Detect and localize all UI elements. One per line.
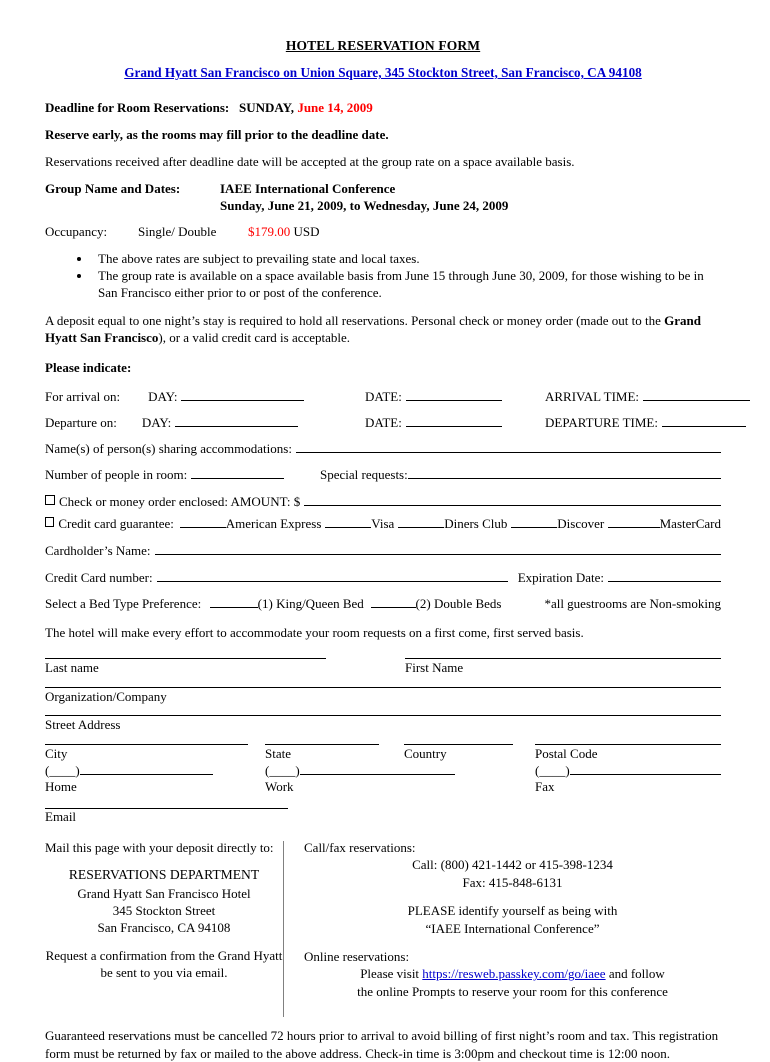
deposit-paragraph	[45, 312, 721, 346]
departure-date-group	[365, 415, 545, 431]
mail-column	[45, 839, 283, 1000]
fax-phone-input[interactable]	[570, 762, 721, 774]
email-label: Email	[45, 809, 77, 825]
deadline-label: Deadline for Room Reservations:	[45, 100, 230, 115]
card-type-mastercard-blank[interactable]	[608, 516, 659, 528]
expiration-group	[518, 570, 721, 586]
bottom-columns	[45, 839, 721, 1000]
card-type-amex-label: American Express	[225, 516, 322, 532]
credit-guarantee-label: Credit card guarantee:	[58, 516, 174, 532]
departure-row	[45, 415, 721, 431]
arrival-label: For arrival on:	[45, 388, 121, 404]
confirmation-note	[45, 947, 283, 982]
work-phone-input[interactable]	[300, 762, 455, 774]
checkbox-check-money-order[interactable]	[45, 495, 55, 505]
callfax-heading: Call/fax reservations:	[304, 839, 416, 855]
card-type-diners-blank[interactable]	[398, 516, 444, 528]
arrival-time-input[interactable]	[643, 389, 750, 401]
credit-guarantee-row	[45, 516, 721, 532]
last-name-label: Last name	[45, 660, 99, 676]
hotel-name: Grand Hyatt San Francisco Hotel	[77, 885, 251, 901]
arrival-day-label: DAY:	[148, 388, 178, 404]
postal-code-label: Postal Code	[535, 745, 598, 761]
fax-line: Fax: 415-848-6131	[462, 874, 563, 890]
deadline-day: SUNDAY,	[239, 100, 295, 115]
home-label: Home	[45, 778, 77, 794]
contact-column	[283, 839, 721, 1000]
online-block	[304, 948, 721, 1000]
bed-option-2-blank[interactable]	[371, 596, 416, 608]
people-group	[45, 467, 320, 483]
online-line-2: the online Prompts to reserve your room for this conference	[357, 983, 668, 999]
call-line: Call: (800) 421-1442 or 415-398-1234	[412, 857, 613, 873]
list-item: • The group rate is available on a space available basis from June 15 through June 30, 2009, for those wishing to be in San Francisco either prior to or post of the conference.	[92, 268, 721, 302]
arrival-day-input[interactable]	[181, 389, 304, 401]
deposit-text-part2: ), or a valid credit card is acceptable.	[158, 330, 351, 346]
mail-address-block	[45, 866, 283, 936]
card-type-discover-label: Discover	[557, 516, 605, 532]
arrival-time-group	[545, 389, 750, 405]
mail-heading: Mail this page with your deposit directly to:	[45, 839, 274, 855]
sharing-label: Name(s) of person(s) sharing accommodations:	[45, 441, 292, 457]
checkbox-credit-card-guarantee[interactable]	[45, 517, 54, 527]
please-indicate-heading: Please indicate:	[45, 359, 132, 375]
group-values	[220, 181, 508, 215]
bed-type-row	[45, 596, 721, 612]
fax-phone-group	[535, 762, 721, 778]
people-requests-row	[45, 467, 721, 483]
departure-date-label: DATE:	[365, 414, 402, 430]
organization-label: Organization/Company	[45, 688, 167, 704]
name-address-block	[45, 658, 721, 825]
card-number-input[interactable]	[157, 570, 508, 582]
departure-time-input[interactable]	[662, 415, 746, 427]
online-reservation-link[interactable]: https://resweb.passkey.com/go/iaee	[422, 966, 606, 982]
occupancy-type: Single/ Double	[138, 223, 217, 239]
document-content	[45, 38, 721, 1062]
arrival-date-label: DATE:	[365, 388, 402, 404]
arrival-row	[45, 389, 721, 405]
fax-area-code: (____)	[535, 762, 570, 778]
identify-line-1: PLEASE identify yourself as being with	[407, 903, 618, 919]
special-requests-group	[320, 467, 721, 483]
people-input[interactable]	[191, 467, 284, 479]
occupancy-rate: $179.00	[248, 223, 291, 239]
departure-time-group	[545, 415, 746, 431]
rate-notes-list	[45, 251, 721, 303]
occupancy-row	[45, 224, 721, 241]
card-number-label: Credit Card number:	[45, 569, 153, 585]
occupancy-label: Occupancy:	[45, 223, 108, 239]
footer-line-1: Guaranteed reservations must be cancelled 72 hours prior to arrival to avoid billing of first night’s room and tax. This registration	[45, 1028, 719, 1044]
state-input[interactable]	[265, 744, 379, 745]
card-type-discover-blank[interactable]	[511, 516, 557, 528]
occupancy-currency: USD	[293, 223, 320, 239]
expiration-input[interactable]	[608, 570, 721, 582]
home-phone-group	[45, 762, 265, 778]
confirm-line-2: be sent to you via email.	[100, 965, 228, 981]
non-smoking-note: *all guestrooms are Non-smoking	[544, 595, 721, 611]
deposit-text-part1: A deposit equal to one night’s stay is required to hold all reservations. Personal check or money order (made out to the	[45, 313, 665, 329]
footer-line-2: form must be returned by fax or mailed to the above address. Check-in time is 3:00pm and checkout time is 12:00 noon.	[45, 1045, 670, 1061]
phone-labels-row	[45, 779, 721, 795]
cardholder-input[interactable]	[155, 543, 721, 555]
fax-label: Fax	[535, 778, 555, 794]
group-name: IAEE International Conference	[220, 180, 396, 196]
departure-date-input[interactable]	[406, 415, 502, 427]
footer-terms	[45, 1027, 721, 1062]
card-type-mastercard-label: MasterCard	[659, 516, 721, 532]
departure-time-label: DEPARTURE TIME:	[545, 414, 658, 430]
people-label: Number of people in room:	[45, 467, 188, 483]
check-amount-input[interactable]	[304, 494, 721, 506]
city-label: City	[45, 745, 68, 761]
online-prefix: Please visit	[360, 966, 423, 982]
bed-option-1-blank[interactable]	[210, 596, 257, 608]
online-suffix: and follow	[605, 966, 665, 982]
first-name-label: First Name	[405, 660, 464, 676]
deadline-date: June 14, 2009	[297, 100, 373, 115]
expiration-label: Expiration Date:	[517, 569, 604, 585]
card-type-amex-blank[interactable]	[180, 516, 226, 528]
city-state-lines	[45, 744, 721, 745]
arrival-time-label: ARRIVAL TIME:	[545, 388, 640, 404]
confirm-line-1: Request a confirmation from the Grand Hyatt	[45, 947, 283, 963]
reserve-early-note: Reserve early, as the rooms may fill prior to the deadline date.	[45, 127, 389, 142]
card-number-group	[45, 570, 508, 586]
group-name-dates-row	[45, 181, 721, 215]
identify-line-2: “IAEE International Conference”	[425, 920, 600, 936]
sharing-input[interactable]	[296, 441, 721, 453]
page-title: HOTEL RESERVATION FORM	[285, 38, 481, 53]
phone-inputs-row	[45, 762, 721, 778]
cardholder-row	[45, 543, 721, 559]
street-address-input[interactable]	[45, 715, 721, 716]
bed-option-2-label: (2) Double Beds	[415, 595, 502, 611]
departure-day-label: DAY:	[141, 414, 172, 430]
card-type-visa-blank[interactable]	[325, 516, 371, 528]
arrival-date-input[interactable]	[406, 389, 502, 401]
work-area-code: (____)	[265, 762, 300, 778]
online-visit-line	[304, 965, 721, 982]
check-label: Check or money order enclosed: AMOUNT: $	[59, 493, 301, 509]
work-label: Work	[265, 778, 294, 794]
arrival-date-group	[365, 389, 545, 405]
departure-day-input[interactable]	[175, 415, 298, 427]
bed-type-label: Select a Bed Type Preference:	[45, 595, 202, 611]
name-lines	[45, 658, 721, 659]
special-requests-label: Special requests:	[320, 467, 408, 483]
phone-numbers-block	[304, 856, 721, 891]
arrival-day-group	[45, 389, 365, 405]
check-payment-row	[45, 494, 721, 510]
hotel-citystate: San Francisco, CA 94108	[97, 920, 231, 936]
group-dates: Sunday, June 21, 2009, to Wednesday, June 24, 2009	[220, 197, 509, 213]
venue-address-link[interactable]: Grand Hyatt San Francisco on Union Square, 345 Stockton Street, San Francisco, CA 94108	[124, 65, 642, 80]
postal-code-input[interactable]	[535, 744, 721, 745]
card-type-diners-label: Diners Club	[444, 516, 508, 532]
home-area-code: (____)	[45, 762, 80, 778]
card-type-visa-label: Visa	[371, 516, 395, 532]
list-item: • The above rates are subject to prevailing state and local taxes.	[92, 251, 721, 268]
column-divider	[283, 841, 284, 1017]
special-requests-input[interactable]	[408, 467, 721, 479]
home-phone-input[interactable]	[80, 762, 213, 774]
online-heading: Online reservations:	[304, 949, 410, 964]
departure-label: Departure on:	[45, 414, 117, 430]
occupancy-rate-cell	[248, 224, 320, 241]
first-name-input[interactable]	[405, 658, 721, 659]
work-phone-group	[265, 762, 535, 778]
identify-block	[304, 902, 721, 937]
country-label: Country	[404, 745, 447, 761]
bed-option-1-label: (1) King/Queen Bed	[257, 595, 364, 611]
deadline-row	[45, 100, 721, 116]
group-label: Group Name and Dates:	[45, 180, 181, 196]
sharing-row	[45, 441, 721, 457]
last-name-input[interactable]	[45, 658, 326, 659]
reservations-department: RESERVATIONS DEPARTMENT	[68, 867, 260, 883]
street-address-label: Street Address	[45, 717, 121, 733]
organization-input[interactable]	[45, 687, 721, 688]
state-label: State	[265, 745, 291, 761]
city-input[interactable]	[45, 744, 248, 745]
accommodate-note: The hotel will make every effort to accommodate your room requests on a first come, first served basis.	[45, 625, 584, 641]
country-input[interactable]	[404, 744, 513, 745]
hotel-street: 345 Stockton Street	[112, 902, 216, 918]
card-number-row	[45, 570, 721, 586]
hotel-name-bold: Grand Hyatt San Francisco	[45, 313, 702, 346]
departure-day-group	[45, 415, 365, 431]
late-reservations-note: Reservations received after deadline date will be accepted at the group rate on a space available basis.	[45, 154, 575, 169]
cardholder-label: Cardholder’s Name:	[45, 543, 151, 559]
city-state-labels	[45, 746, 721, 762]
name-labels	[45, 660, 721, 676]
